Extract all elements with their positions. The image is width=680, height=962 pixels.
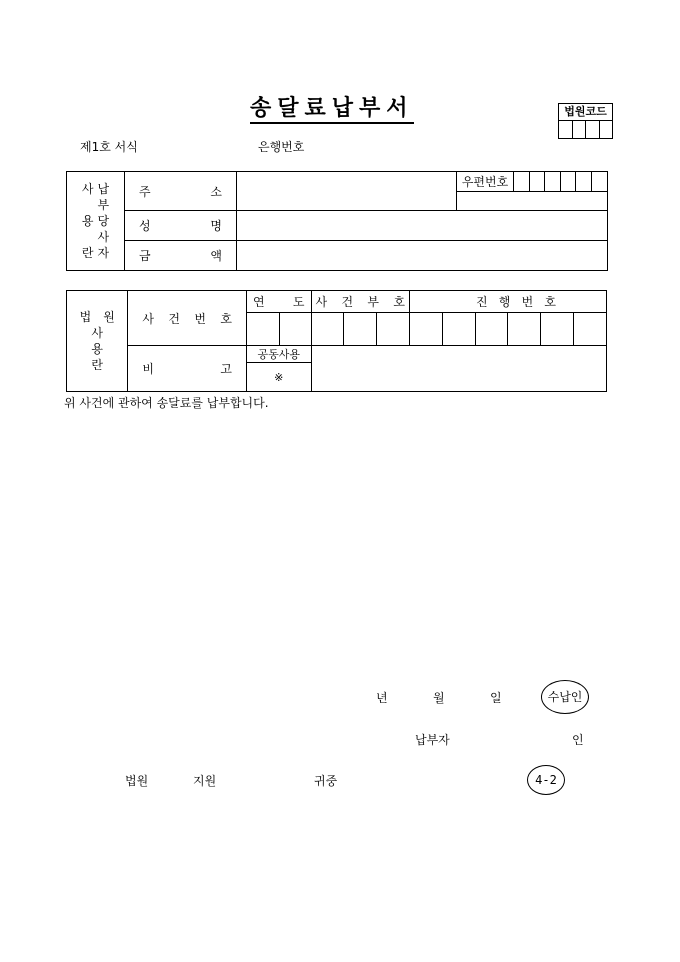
postal-code-cell[interactable] (561, 172, 576, 192)
month-text: 월 (433, 691, 445, 705)
postal-code-cell[interactable] (545, 172, 561, 192)
court-code-box (558, 103, 613, 139)
form-number: 제1호 서식 (80, 140, 138, 154)
progress-number-cell[interactable] (508, 313, 541, 346)
amount-field[interactable] (237, 241, 608, 271)
payer-table (66, 171, 608, 271)
court-side-label: 법 원 사 용 란 (67, 291, 128, 392)
bank-number-label: 은행번호 (258, 140, 305, 154)
progress-number-cell[interactable] (475, 313, 508, 346)
court-code-cells (559, 121, 612, 139)
payer-label: 납부자 (415, 733, 450, 747)
case-code-cell[interactable] (377, 313, 410, 346)
payment-statement: 위 사건에 관하여 송달료를 납부합니다. (64, 396, 269, 410)
remarks-label: 비 고 (128, 346, 247, 392)
postal-address-field[interactable] (457, 192, 608, 211)
court-code-cell[interactable] (559, 121, 573, 139)
name-field[interactable] (237, 211, 608, 241)
progress-number-cell[interactable] (574, 313, 607, 346)
amount-label: 금 액 (125, 241, 237, 271)
name-label: 성 명 (125, 211, 237, 241)
shared-use-mark[interactable]: ※ (246, 363, 311, 392)
form-title: 송달료납부서 (250, 96, 414, 124)
court-code-cell[interactable] (586, 121, 600, 139)
postal-code-cell[interactable] (576, 172, 592, 192)
progress-number-cell[interactable] (409, 313, 442, 346)
postal-code-label: 우편번호 (457, 172, 514, 192)
case-code-cell[interactable] (311, 313, 344, 346)
receipt-stamp: 수납인 (541, 680, 589, 714)
payer-column-label: 납 부 당 사 자 (97, 182, 110, 260)
court-code-cell[interactable] (600, 121, 613, 139)
court-use-table (66, 290, 607, 392)
progress-number-cell[interactable] (541, 313, 574, 346)
postal-code-cell[interactable] (514, 172, 530, 192)
progress-number-label: 진 행 번 호 (409, 291, 606, 313)
payer-seal: 인 (572, 733, 584, 747)
postal-code-cell[interactable] (530, 172, 545, 192)
copy-number: 4-2 (527, 765, 565, 795)
year-cell[interactable] (246, 313, 279, 346)
remarks-field[interactable] (311, 346, 606, 392)
court-code-cell[interactable] (573, 121, 587, 139)
year-cell[interactable] (279, 313, 311, 346)
day-text: 일 (490, 691, 502, 705)
court-code-label: 법원코드 (559, 104, 612, 121)
year-text: 년 (376, 691, 388, 705)
payer-side-label (67, 172, 125, 271)
shared-use-label: 공동사용 (246, 346, 311, 363)
court-text: 법원 (125, 774, 149, 788)
progress-number-cell[interactable] (442, 313, 475, 346)
branch-text: 지원 (193, 774, 217, 788)
year-label: 연 도 (246, 291, 311, 313)
usage-column-label: 사 용 란 (81, 182, 94, 260)
case-code-cell[interactable] (344, 313, 377, 346)
honorific-text: 귀중 (314, 774, 338, 788)
address-field[interactable] (237, 172, 457, 211)
address-label: 주 소 (125, 172, 237, 211)
case-number-label: 사 건 번 호 (128, 291, 247, 346)
case-code-label: 사 건 부 호 (311, 291, 409, 313)
postal-code-cell[interactable] (592, 172, 608, 192)
